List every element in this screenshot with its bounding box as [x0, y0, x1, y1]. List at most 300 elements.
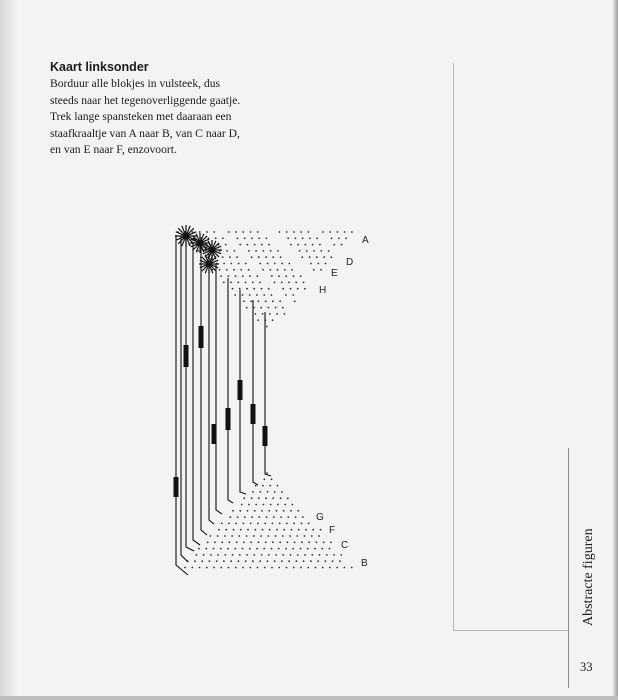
chapter-title: Abstracte figuren — [581, 528, 596, 626]
stitch-hole — [318, 535, 320, 537]
stitch-hole — [284, 504, 286, 506]
stitch-hole — [316, 237, 318, 239]
stitch-hole — [292, 294, 294, 296]
stitch-hole — [313, 250, 315, 252]
stitch-hole — [258, 237, 260, 239]
label-a: A — [362, 235, 369, 246]
stitch-hole — [217, 535, 219, 537]
stitch-hole — [230, 560, 232, 562]
stitch-hole — [323, 256, 325, 258]
stitch-hole — [310, 560, 312, 562]
stitch-hole — [235, 231, 237, 233]
stitch-hole — [265, 256, 267, 258]
stitch-hole — [275, 535, 277, 537]
bugle-bead — [199, 326, 204, 348]
stitch-hole — [260, 307, 262, 309]
stitch-hole — [262, 529, 264, 531]
stitch-hole — [283, 510, 285, 512]
stitch-hole — [273, 516, 275, 518]
stitch-hole — [266, 472, 268, 474]
stitch-hole — [319, 244, 321, 246]
stitch-hole — [256, 275, 258, 277]
stitch-hole — [338, 237, 340, 239]
stitch-hole — [308, 541, 310, 543]
stitch-hole — [310, 263, 312, 265]
stitch-hole — [246, 535, 248, 537]
stitch-hole — [272, 256, 274, 258]
stitch-hole — [237, 516, 239, 518]
stitch-hole — [266, 326, 268, 328]
stitch-hole — [344, 231, 346, 233]
stitch-hole — [268, 307, 270, 309]
stitch-hole — [290, 244, 292, 246]
span-thread — [209, 255, 214, 524]
stitch-hole — [216, 560, 218, 562]
stitch-hole — [220, 567, 222, 569]
stitch-hole — [286, 231, 288, 233]
stitch-hole — [272, 319, 274, 321]
stitch-hole — [308, 523, 310, 525]
stitch-hole — [247, 510, 249, 512]
stitch-hole — [293, 231, 295, 233]
stitch-hole — [233, 269, 235, 271]
stitch-hole — [267, 491, 269, 493]
section-heading: Kaart linksonder — [50, 60, 149, 74]
stitch-hole — [297, 244, 299, 246]
stitch-hole — [263, 478, 265, 480]
stitch-hole — [247, 244, 249, 246]
stitch-hole — [235, 567, 237, 569]
stitch-hole — [296, 560, 298, 562]
stitch-hole — [272, 523, 274, 525]
stitch-hole — [243, 523, 245, 525]
span-thread — [181, 236, 188, 562]
stitch-hole — [317, 263, 319, 265]
bugle-bead — [184, 345, 189, 367]
stitch-hole — [275, 554, 277, 556]
stitch-hole — [266, 237, 268, 239]
stitch-hole — [263, 250, 265, 252]
stitch-hole — [333, 244, 335, 246]
stitch-hole — [279, 300, 281, 302]
stitch-hole — [250, 300, 252, 302]
stitch-hole — [288, 282, 290, 284]
stitch-hole — [321, 548, 323, 550]
stitch-hole — [271, 548, 273, 550]
stitch-hole — [267, 560, 269, 562]
stitch-hole — [194, 560, 196, 562]
stitch-hole — [235, 523, 237, 525]
label-g: G — [316, 512, 324, 523]
stitch-hole — [339, 560, 341, 562]
span-thread — [193, 242, 200, 545]
stitch-hole — [234, 294, 236, 296]
span-thread — [228, 278, 233, 503]
stitch-hole — [272, 497, 274, 499]
bugle-bead — [238, 380, 243, 400]
stitch-hole — [298, 529, 300, 531]
stitch-hole — [210, 535, 212, 537]
label-c: C — [341, 540, 349, 551]
stitch-hole — [283, 529, 285, 531]
stitch-hole — [281, 263, 283, 265]
stitch-hole — [241, 504, 243, 506]
stitch-hole — [272, 541, 274, 543]
stitch-hole — [214, 541, 216, 543]
stitch-hole — [271, 294, 273, 296]
stitch-hole — [274, 263, 276, 265]
stitch-hole — [287, 497, 289, 499]
stitch-hole — [286, 523, 288, 525]
stitch-hole — [304, 535, 306, 537]
label-h: H — [319, 285, 327, 296]
stitch-hole — [254, 510, 256, 512]
stitch-hole — [270, 250, 272, 252]
stitch-hole — [219, 269, 221, 271]
stitch-hole — [244, 516, 246, 518]
stitch-hole — [306, 250, 308, 252]
stitch-hole — [264, 523, 266, 525]
stitch-hole — [221, 541, 223, 543]
stitch-hole — [268, 554, 270, 556]
stitch-hole — [295, 237, 297, 239]
stitch-hole — [248, 269, 250, 271]
stitch-hole — [239, 288, 241, 290]
stitch-hole — [225, 529, 227, 531]
stitch-hole — [258, 541, 260, 543]
stitch-hole — [269, 485, 271, 487]
stitch-hole — [281, 282, 283, 284]
stitch-hole — [304, 554, 306, 556]
instruction-line: Trek lange spansteken met daaraan een — [50, 110, 232, 123]
stitch-hole — [341, 244, 343, 246]
stitch-hole — [275, 307, 277, 309]
stitch-hole — [253, 554, 255, 556]
stitch-hole — [233, 529, 235, 531]
stitch-hole — [287, 541, 289, 543]
stitch-hole — [268, 510, 270, 512]
stitch-hole — [234, 250, 236, 252]
stitch-hole — [236, 256, 238, 258]
stitch-hole — [301, 541, 303, 543]
stitch-hole — [242, 275, 244, 277]
stitch-hole — [255, 485, 257, 487]
stitch-hole — [270, 504, 272, 506]
stitch-hole — [279, 231, 281, 233]
stitch-hole — [302, 516, 304, 518]
stitch-hole — [259, 263, 261, 265]
stitch-hole — [220, 275, 222, 277]
stitch-hole — [295, 282, 297, 284]
stitch-hole — [246, 307, 248, 309]
stitch-hole — [258, 256, 260, 258]
stitch-hole — [251, 497, 253, 499]
stitch-hole — [305, 529, 307, 531]
label-f: F — [329, 525, 336, 536]
stitch-hole — [329, 231, 331, 233]
label-b: B — [361, 558, 368, 569]
stitch-hole — [245, 282, 247, 284]
stitch-hole — [294, 300, 296, 302]
instruction-line: Borduur alle blokjes in vulsteek, dus — [50, 77, 221, 90]
stitch-hole — [267, 535, 269, 537]
stitch-hole — [308, 231, 310, 233]
stitch-hole — [228, 231, 230, 233]
stitch-hole — [248, 504, 250, 506]
stitch-hole — [230, 263, 232, 265]
stitch-hole — [291, 269, 293, 271]
stitch-hole — [292, 548, 294, 550]
stitch-hole — [207, 541, 209, 543]
stitch-hole — [282, 307, 284, 309]
stitch-hole — [184, 567, 186, 569]
stitch-hole — [249, 548, 251, 550]
bugle-bead — [226, 408, 231, 430]
stitch-hole — [313, 269, 315, 271]
stitch-hole — [225, 554, 227, 556]
stitch-hole — [336, 567, 338, 569]
stitch-hole — [205, 548, 207, 550]
stitch-hole — [239, 510, 241, 512]
stitch-hole — [294, 541, 296, 543]
stitch-hole — [344, 567, 346, 569]
stitch-hole — [274, 560, 276, 562]
stitch-hole — [314, 548, 316, 550]
stitch-hole — [307, 548, 309, 550]
stitch-hole — [272, 300, 274, 302]
stitch-hole — [328, 250, 330, 252]
stitch-hole — [222, 237, 224, 239]
stitch-hole — [300, 231, 302, 233]
stitch-hole — [278, 548, 280, 550]
stitch-hole — [322, 567, 324, 569]
stitch-hole — [279, 523, 281, 525]
stitch-hole — [253, 535, 255, 537]
stitch-hole — [256, 294, 258, 296]
stitch-hole — [300, 567, 302, 569]
instruction-line: en van E naar F, enzovoort. — [50, 143, 177, 156]
stitch-hole — [299, 250, 301, 252]
stitch-hole — [291, 529, 293, 531]
stitch-hole — [254, 244, 256, 246]
stitch-hole — [263, 504, 265, 506]
stitch-hole — [309, 237, 311, 239]
span-thread — [265, 312, 271, 476]
stitch-hole — [199, 567, 201, 569]
stitch-hole — [238, 560, 240, 562]
page-number: 33 — [580, 660, 593, 674]
stitch-hole — [287, 516, 289, 518]
stitch-hole — [255, 313, 257, 315]
stitch-hole — [280, 256, 282, 258]
stitch-hole — [238, 263, 240, 265]
stitch-hole — [262, 269, 264, 271]
stitch-hole — [320, 269, 322, 271]
stitch-hole — [276, 529, 278, 531]
stitch-hole — [244, 237, 246, 239]
stitch-hole — [261, 554, 263, 556]
stitch-hole — [265, 541, 267, 543]
label-e: E — [331, 268, 338, 279]
stitch-hole — [229, 256, 231, 258]
stitch-hole — [282, 288, 284, 290]
stitch-hole — [230, 516, 232, 518]
stitch-hole — [225, 244, 227, 246]
stitch-hole — [285, 294, 287, 296]
stitch-hole — [340, 554, 342, 556]
stitch-hole — [256, 548, 258, 550]
stitch-hole — [330, 541, 332, 543]
stitch-hole — [242, 231, 244, 233]
stitch-hole — [249, 567, 251, 569]
stitch-hole — [258, 516, 260, 518]
stitch-hole — [242, 294, 244, 296]
stitch-hole — [297, 288, 299, 290]
stitch-hole — [312, 244, 314, 246]
stitch-hole — [278, 567, 280, 569]
stitch-hole — [319, 554, 321, 556]
bugle-bead — [251, 404, 256, 424]
stitch-hole — [261, 244, 263, 246]
stitch-hole — [290, 510, 292, 512]
stitch-hole — [331, 237, 333, 239]
stitch-hole — [288, 263, 290, 265]
stitch-hole — [255, 504, 257, 506]
stitch-hole — [305, 244, 307, 246]
stitch-hole — [322, 231, 324, 233]
stitch-hole — [265, 300, 267, 302]
stitch-hole — [315, 567, 317, 569]
stitch-hole — [269, 313, 271, 315]
stitch-hole — [264, 567, 266, 569]
stitch-hole — [246, 288, 248, 290]
stitch-hole — [285, 548, 287, 550]
stitch-hole — [203, 554, 205, 556]
stitch-hole — [239, 244, 241, 246]
stitch-hole — [198, 548, 200, 550]
stitch-hole — [229, 541, 231, 543]
stitch-hole — [245, 560, 247, 562]
stitch-hole — [206, 567, 208, 569]
stitch-hole — [252, 560, 254, 562]
stitch-hole — [223, 282, 225, 284]
stitch-hole — [199, 231, 201, 233]
stitch-hole — [325, 560, 327, 562]
stitch-hole — [232, 554, 234, 556]
stitch-hole — [293, 275, 295, 277]
stitch-hole — [222, 256, 224, 258]
span-thread — [201, 246, 207, 535]
stitch-hole — [232, 288, 234, 290]
stitch-hole — [323, 541, 325, 543]
bugle-bead — [212, 424, 217, 444]
stitch-hole — [235, 275, 237, 277]
stitch-hole — [276, 510, 278, 512]
stitch-hole — [301, 523, 303, 525]
stitch-hole — [236, 541, 238, 543]
stitch-hole — [271, 478, 273, 480]
stitch-hole — [252, 491, 254, 493]
stitch-hole — [245, 263, 247, 265]
stitch-hole — [351, 567, 353, 569]
stitch-hole — [286, 567, 288, 569]
stitch-hole — [252, 282, 254, 284]
stitch-hole — [281, 560, 283, 562]
stitch-hole — [247, 529, 249, 531]
stitch-hole — [248, 250, 250, 252]
stitch-hole — [278, 275, 280, 277]
stitch-hole — [213, 567, 215, 569]
instruction-line: staafkraaltje van A naar B, van C naar D, — [50, 126, 240, 140]
stitch-hole — [242, 548, 244, 550]
stitch-hole — [261, 510, 263, 512]
stitch-hole — [226, 250, 228, 252]
stitch-hole — [218, 529, 220, 531]
stitch-hole — [227, 548, 229, 550]
stitch-hole — [251, 256, 253, 258]
stitch-hole — [271, 275, 273, 277]
stitch-hole — [311, 535, 313, 537]
stitch-hole — [277, 250, 279, 252]
stitch-hole — [316, 541, 318, 543]
stitch-hole — [284, 313, 286, 315]
stitch-hole — [351, 231, 353, 233]
stitch-hole — [242, 567, 244, 569]
stitch-hole — [266, 516, 268, 518]
stitch-hole — [267, 263, 269, 265]
stitch-hole — [257, 523, 259, 525]
stitch-hole — [280, 516, 282, 518]
stitch-hole — [260, 535, 262, 537]
stitch-hole — [290, 288, 292, 290]
stitch-hole — [249, 294, 251, 296]
stitch-hole — [263, 294, 265, 296]
stitch-hole — [251, 516, 253, 518]
stitch-hole — [238, 535, 240, 537]
stitch-hole — [281, 491, 283, 493]
stitch-hole — [226, 269, 228, 271]
stitch-hole — [284, 269, 286, 271]
stitch-hole — [271, 567, 273, 569]
stitch-hole — [246, 554, 248, 556]
stitch-hole — [316, 256, 318, 258]
stitch-hole — [288, 560, 290, 562]
stitch-hole — [228, 523, 230, 525]
stitch-hole — [285, 275, 287, 277]
stitch-hole — [282, 535, 284, 537]
stitch-hole — [303, 282, 305, 284]
stitch-hole — [249, 275, 251, 277]
stitch-hole — [220, 548, 222, 550]
stitch-hole — [269, 529, 271, 531]
stitch-hole — [301, 256, 303, 258]
stitch-hole — [239, 554, 241, 556]
stitch-hole — [240, 529, 242, 531]
stitch-hole — [292, 504, 294, 506]
stitch-hole — [297, 554, 299, 556]
stitch-hole — [268, 244, 270, 246]
stitch-hole — [303, 560, 305, 562]
stitch-hole — [254, 529, 256, 531]
stitch-hole — [230, 282, 232, 284]
stitch-hole — [280, 497, 282, 499]
stitch-hole — [268, 288, 270, 290]
stitch-hole — [240, 269, 242, 271]
stitch-hole — [223, 560, 225, 562]
stitch-hole — [297, 510, 299, 512]
stitch-hole — [287, 237, 289, 239]
span-thread — [216, 264, 222, 514]
